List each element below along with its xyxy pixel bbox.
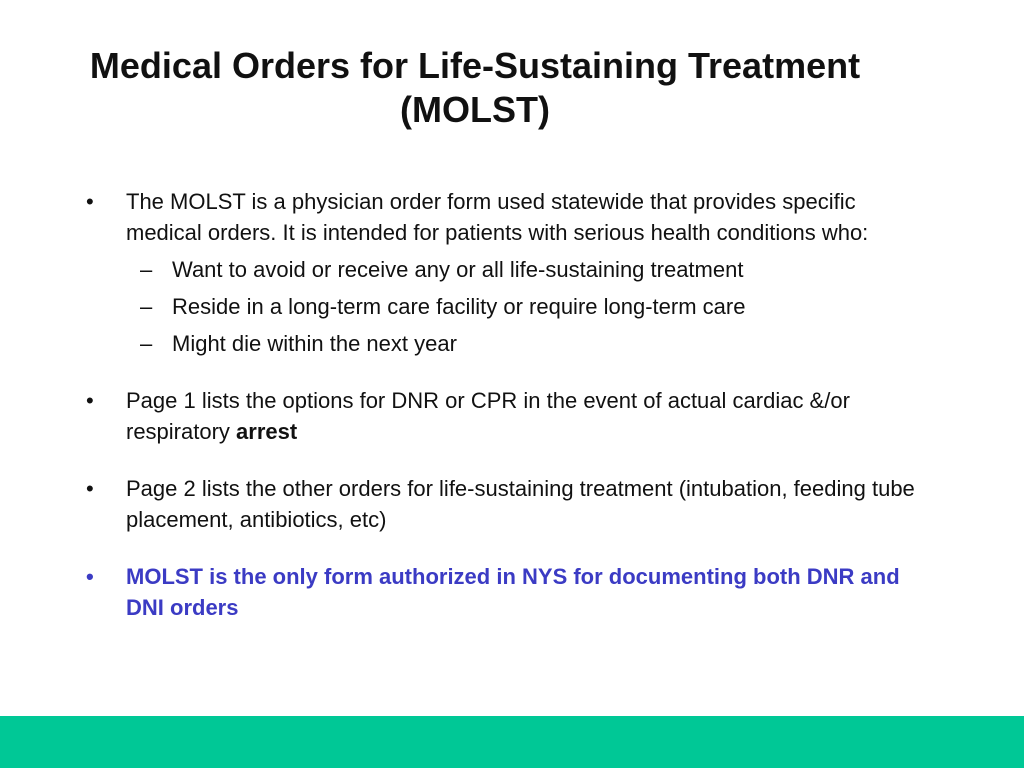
- bullet-text: MOLST is the only form authorized in NYS for documenting both DNR and DNI orders: [126, 564, 900, 620]
- bullet-marker: •: [86, 476, 94, 501]
- bullet-text: Page 2 lists the other orders for life-sustaining treatment (intubation, feeding tube placement, antibiotics, etc): [126, 476, 915, 532]
- sub-bullet-item: [126, 254, 936, 285]
- bullet-text: Page 1 lists the options for DNR or CPR in the event of actual cardiac &/or respiratory: [126, 388, 850, 444]
- bullet-item-page-1: [86, 385, 936, 447]
- bullet-marker: •: [86, 189, 94, 214]
- bullet-item-highlight: [86, 561, 936, 623]
- bullet-bold-text: arrest: [236, 419, 298, 444]
- footer-bar: [0, 716, 1024, 768]
- sub-bullet-list: [126, 254, 936, 359]
- title-line-2: (MOLST): [400, 89, 550, 130]
- dash-marker: –: [140, 331, 153, 356]
- dash-marker: –: [140, 257, 153, 282]
- sub-bullet-item: [126, 328, 936, 359]
- bullet-item-page-2: [86, 473, 936, 535]
- sub-bullet-text: Might die within the next year: [172, 331, 457, 356]
- bullet-list: [86, 186, 936, 623]
- sub-bullet-item: [126, 291, 936, 322]
- title-line-1: Medical Orders for Life-Sustaining Treatment: [89, 45, 861, 86]
- bullet-marker: •: [86, 564, 94, 589]
- sub-bullet-text: Reside in a long-term care facility or require long-term care: [172, 294, 746, 319]
- slide-title: [40, 44, 910, 132]
- bullet-item-molst-definition: [86, 186, 936, 359]
- sub-bullet-text: Want to avoid or receive any or all life-sustaining treatment: [172, 257, 744, 282]
- bullet-marker: •: [86, 388, 94, 413]
- bullet-text: The MOLST is a physician order form used statewide that provides specific medical orders. It is intended for patients with serious health conditions who:: [126, 189, 869, 245]
- dash-marker: –: [140, 294, 153, 319]
